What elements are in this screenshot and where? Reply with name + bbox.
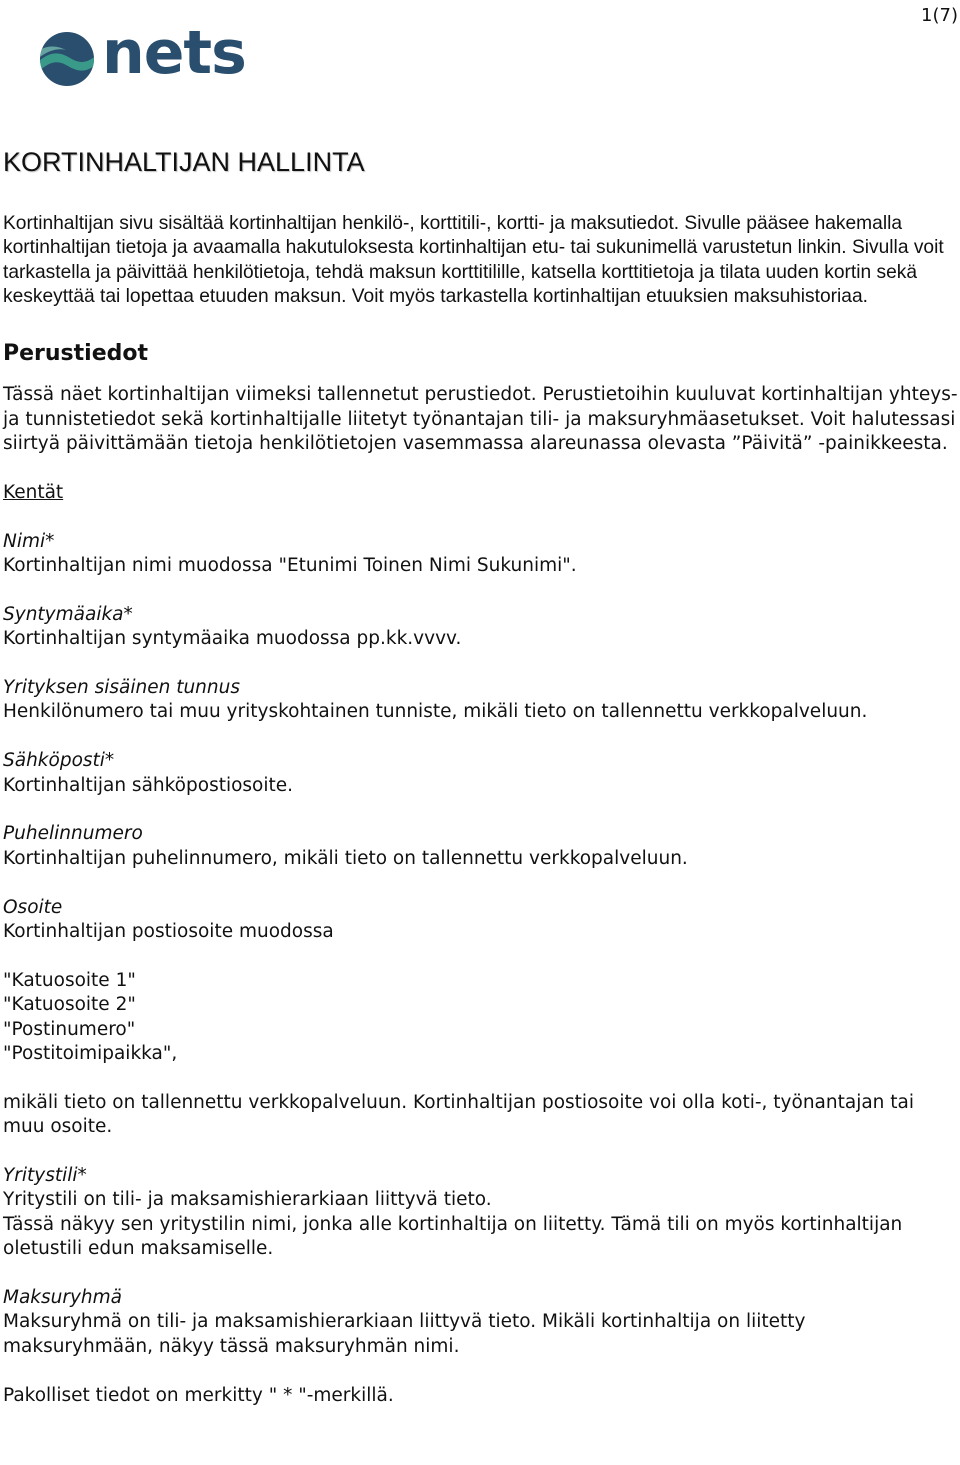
address-line: "Katuosoite 1" [3,969,136,991]
nets-logo [38,18,246,90]
page-number: 1(7) [921,5,958,26]
field-text-osoite-after: mikäli tieto on tallennettu verkkopalveluun. Kortinhaltijan postiosoite voi olla koti-, työnantajan tai muu osoite. [3,1091,915,1138]
address-line: "Katuosoite 2" [3,994,136,1016]
field-text-sahkoposti: Kortinhaltijan sähköpostiosoite. [3,774,294,796]
field-label-syntymaaika: Syntymäaika* [3,603,133,625]
required-fields-note: Pakolliset tiedot on merkitty " * "-merkillä. [3,1384,394,1406]
field-label-yritystili: Yritystili* [3,1165,87,1187]
field-text-maksuryhma: Maksuryhmä on tili- ja maksamishierarkiaan liittyvä tieto. Mikäli kortinhaltija on liitetty maksuryhmään, näkyy tässä maksuryhmän nimi. [3,1311,806,1357]
field-text-nimi: Kortinhaltijan nimi muodossa "Etunimi Toinen Nimi Sukunimi". [3,555,577,576]
field-text-syntymaaika: Kortinhaltijan syntymäaika muodossa pp.kk.vvvv. [3,628,462,650]
field-label-nimi: Nimi* [3,530,55,552]
section-description: Tässä näet kortinhaltijan viimeksi tallennetut perustiedot. Perustietoihin kuuluvat kortinhaltijan yhteys- ja tunnistetiedot sekä kortinhaltijalle liitetyt työnantajan tili- ja maksuryhmäasetukset. Voit halutessasi siirtyä päivittämään tietoja henkilötietojen vasemmassa alareunassa olevasta ”Päivitä” -painikkeesta. [3,384,958,454]
address-format [3,969,958,1067]
field-text-puhelin: Kortinhaltijan puhelinnumero, mikäli tieto on tallennettu verkkopalveluun. [3,847,688,869]
field-text-osoite: Kortinhaltijan postiosoite muodossa [3,921,334,943]
nets-logo-text: nets [102,18,246,88]
fields-heading: Kentät [3,481,64,503]
field-text-tunnus: Henkilönumero tai muu yrityskohtainen tunniste, mikäli tieto on tallennettu verkkopalveluun. [3,701,868,723]
field-label-sahkoposti: Sähköposti* [3,750,115,772]
field-label-puhelin: Puhelinnumero [3,823,143,845]
field-label-maksuryhma: Maksuryhmä [3,1287,123,1309]
address-line: "Postitoimipaikka", [3,1043,178,1065]
section-heading: Perustiedot [3,341,149,367]
address-line: "Postinumero" [3,1018,136,1040]
intro-paragraph: Kortinhaltijan sivu sisältää kortinhaltijan henkilö-, korttitili-, kortti- ja maksutiedot. Sivulle pääsee hakemalla kortinhaltijan tietoja ja avaamalla hakutuloksesta kortinhaltijan etu- tai sukunimellä varustetun linkin. Sivulla voit tarkastella ja päivittää henkilötietoja, tehdä maksun korttitilille, katsella korttitietoja ja tilata uuden kortin sekä keskeyttää tai lopettaa etuuden maksun. Voit myös tarkastella kortinhaltijan etuuksien maksuhistoriaa. [3,213,944,307]
field-label-osoite: Osoite [3,896,63,918]
document-body [3,142,958,1408]
page-title: KORTINHALTIJAN HALLINTA [3,147,365,177]
nets-logo-icon [38,30,96,88]
field-label-tunnus: Yrityksen sisäinen tunnus [3,677,240,698]
field-text-yritystili-1: Yritystili on tili- ja maksamishierarkiaan liittyvä tieto. [3,1189,492,1211]
field-text-yritystili-2: Tässä näkyy sen yritystilin nimi, jonka alle kortinhaltija on liitetty. Tämä tili on myös kortinhaltijan oletustili edun maksamiselle. [3,1213,903,1260]
